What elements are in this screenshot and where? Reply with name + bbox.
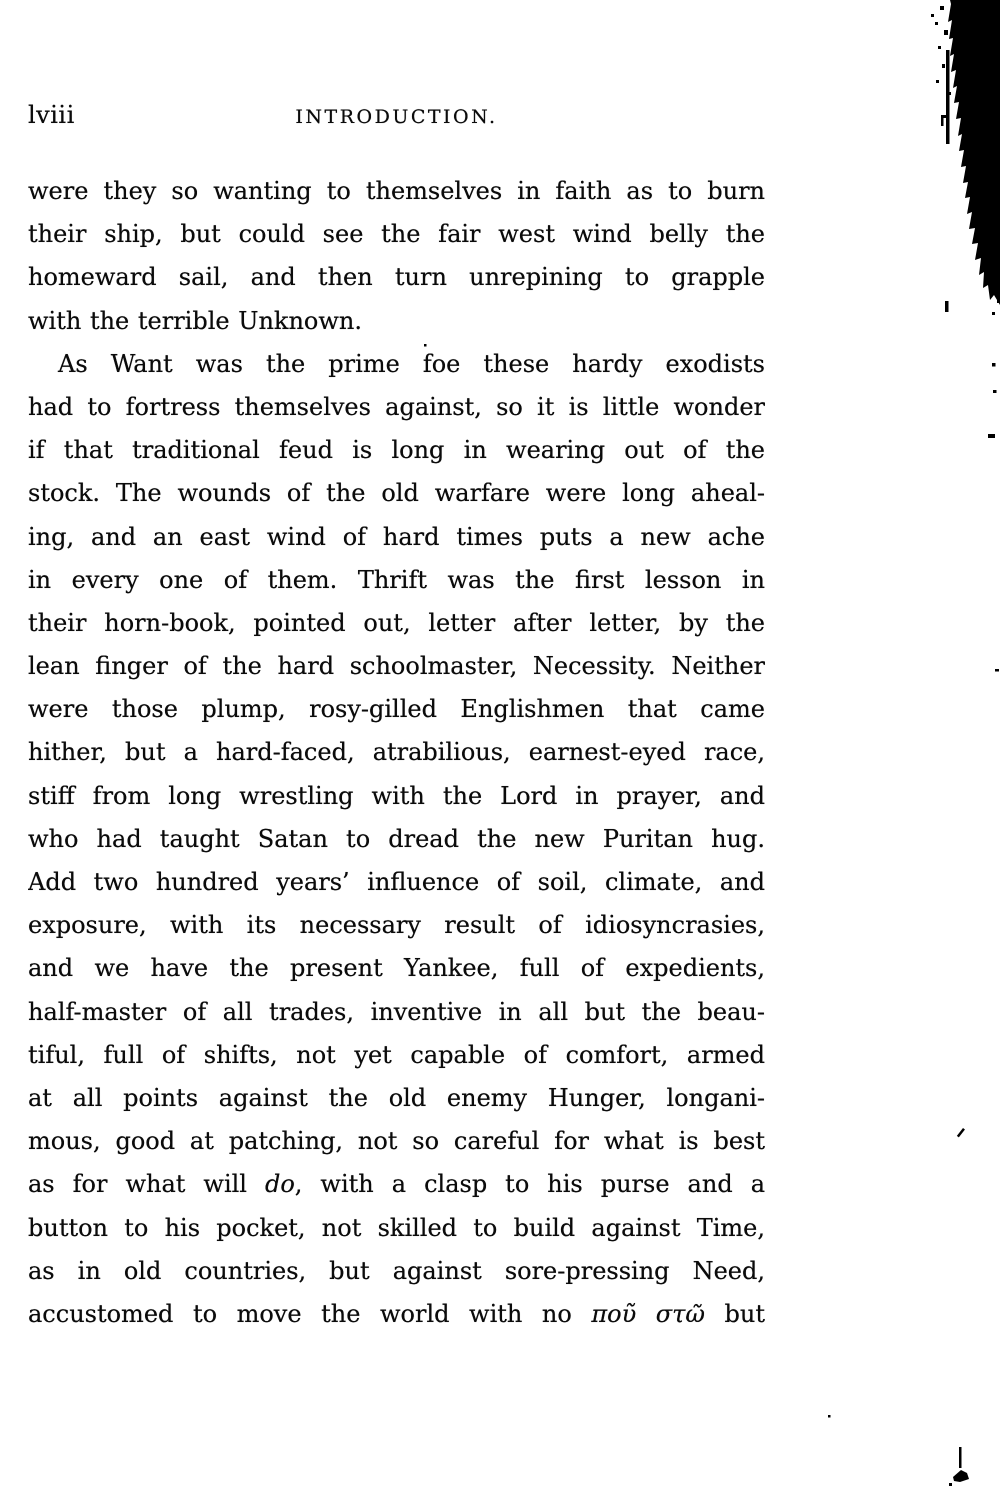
italic-word: do bbox=[264, 1170, 295, 1199]
body-line: ing, and an east wind of hard times puts a new ache bbox=[28, 522, 765, 551]
body-line: lean finger of the hard schoolmaster, Necessity. Neither bbox=[28, 652, 765, 681]
running-head: INTRODUCTION. bbox=[295, 106, 498, 128]
scan-scratch-line bbox=[941, 50, 950, 312]
body-line: Add two hundred years’ influence of soil, climate, and bbox=[28, 868, 765, 896]
body-line: as in old countries, but against sore-pressing Need, bbox=[28, 1256, 765, 1285]
body-line: As Want was the prime foe these hardy exodists bbox=[58, 349, 765, 378]
body-line: as for what will do, with a clasp to his purse and a bbox=[28, 1170, 765, 1199]
body-line: and we have the present Yankee, full of expedients, bbox=[28, 954, 765, 983]
body-line: their ship, but could see the fair west wind belly the bbox=[28, 220, 765, 249]
body-line: exposure, with its necessary result of idiosyncrasies, bbox=[28, 911, 765, 940]
body-line: homeward sail, and then turn unrepining to grapple bbox=[28, 263, 765, 292]
body-line: half-master of all trades, inventive in all but the beau- bbox=[28, 997, 765, 1026]
scan-edge-wedge bbox=[931, 0, 1000, 315]
body-line: their horn-book, pointed out, letter after letter, by the bbox=[28, 608, 765, 637]
body-line: mous, good at patching, not so careful for what is best bbox=[28, 1127, 765, 1156]
body-line: had to fortress themselves against, so it is little wonder bbox=[28, 392, 765, 421]
body-line: accustomed to move the world with no ποῦ στῶ but bbox=[28, 1299, 765, 1328]
body-line: were they so wanting to themselves in faith as to burn bbox=[28, 177, 765, 205]
body-line: in every one of them. Thrift was the first lesson in bbox=[28, 565, 765, 594]
body-line: who had taught Satan to dread the new Puritan hug. bbox=[28, 824, 765, 853]
body-line: at all points against the old enemy Hunger, longani- bbox=[28, 1083, 765, 1112]
body-line: if that traditional feud is long in wearing out of the bbox=[28, 436, 765, 465]
body-line: were those plump, rosy-gilled Englishmen that came bbox=[28, 695, 765, 724]
scan-bottom-right-mark bbox=[949, 1447, 969, 1486]
body-line: button to his pocket, not skilled to build against Time, bbox=[28, 1213, 765, 1242]
body-line: stiff from long wrestling with the Lord in prayer, and bbox=[28, 781, 765, 810]
greek-phrase: ποῦ στῶ bbox=[591, 1299, 705, 1328]
body-text bbox=[28, 170, 765, 1336]
body-line: tiful, full of shifts, not yet capable of comfort, armed bbox=[28, 1040, 765, 1069]
page-header bbox=[28, 101, 765, 135]
folio-number: lviii bbox=[28, 101, 75, 129]
body-line: hither, but a hard-faced, atrabilious, earnest-eyed race, bbox=[28, 738, 765, 767]
body-line: stock. The wounds of the old warfare were long aheal- bbox=[28, 479, 765, 508]
body-line: with the terrible Unknown. bbox=[28, 306, 362, 335]
